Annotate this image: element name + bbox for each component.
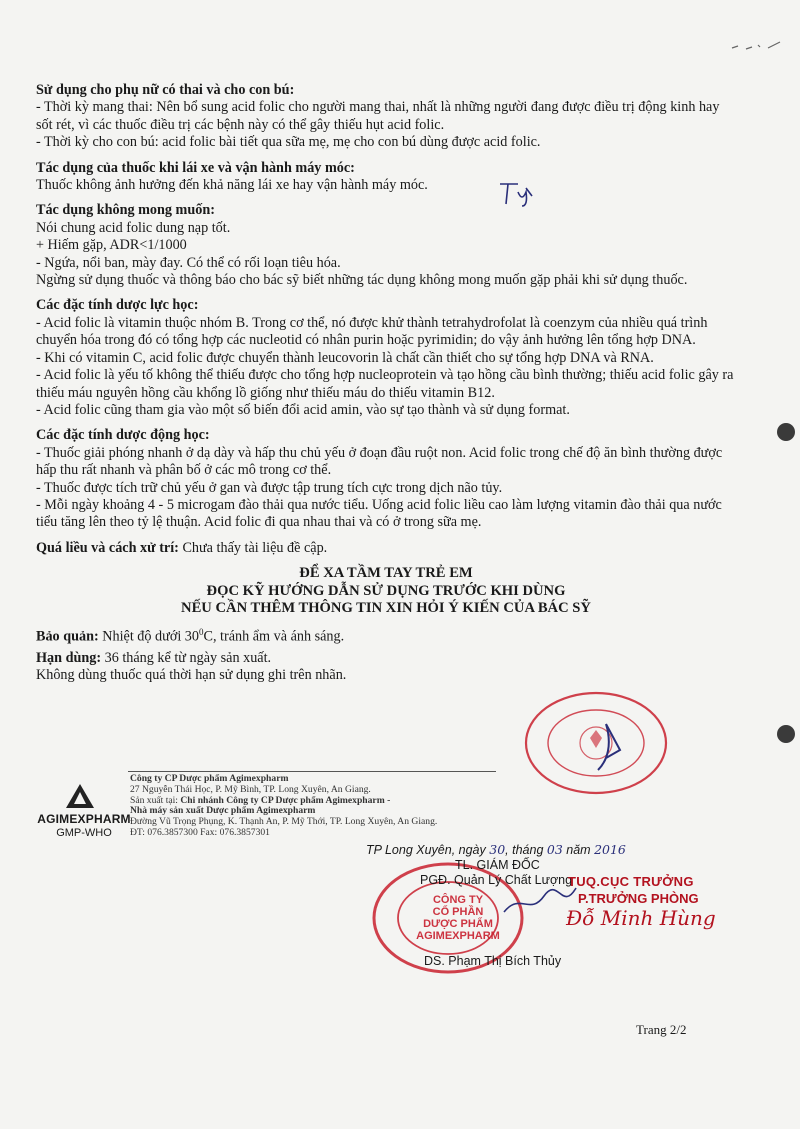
director-title: TL. GIÁM ĐỐC (455, 858, 540, 872)
warning-line: NẾU CẦN THÊM THÔNG TIN XIN HỎI Ý KIẾN CỦA BÁC SỸ (181, 600, 591, 617)
section-pharmacokinetics (36, 427, 736, 531)
logo-gmp: GMP-WHO (56, 827, 112, 839)
factory-address: Đường Vũ Trọng Phụng, K. Thạnh An, P. Mỹ Thới, TP. Long Xuyên, An Giang. (130, 816, 438, 828)
storage-sup: 0 (199, 626, 204, 637)
footer-divider (128, 771, 496, 772)
section-title: Quá liều và cách xử trí: (36, 539, 179, 556)
company-name: Công ty CP Dược phẩm Agimexpharm (130, 773, 289, 784)
logo-triangle-icon (64, 782, 96, 810)
punch-hole-top (777, 423, 795, 441)
storage-line (36, 624, 736, 646)
logo-name: AGIMEXPHARM (37, 812, 131, 826)
date-year-label: năm (566, 843, 591, 857)
section-pregnancy (36, 82, 736, 152)
made-at-label: Sản xuất tại: (130, 794, 178, 806)
ministry-stamp (520, 688, 670, 798)
company-address: 27 Nguyễn Thái Học, P. Mỹ Bình, TP. Long Xuyên, An Giang. (130, 783, 371, 795)
company-stamp-text (414, 894, 502, 942)
date-line: TP Long Xuyên, ngày 30, tháng 03 năm 2016 (366, 842, 626, 857)
date-month-label: tháng (512, 843, 544, 857)
paragraph: - Khi có vitamin C, acid folic được chuyển thành leucovorin là chất cần thiết cho sự tổng hợp DNA và RNA. (36, 349, 654, 366)
section-title: Tác dụng của thuốc khi lái xe và vận hành máy móc: (36, 159, 355, 176)
leaflet-content (36, 82, 736, 685)
paragraph: Thuốc không ảnh hưởng đến khả năng lái xe hay vận hành máy móc. (36, 177, 428, 194)
expiry-line (36, 650, 736, 667)
page-number: Trang 2/2 (636, 1022, 687, 1037)
stamp-line: AGIMEXPHARM (416, 930, 500, 942)
paragraph: Ngừng sử dụng thuốc và thông báo cho bác sỹ biết những tác dụng không mong muốn gặp phải khi sử dụng thuốc. (36, 272, 688, 289)
made-at: Chi nhánh Công ty CP Dược phẩm Agimexpharm - (180, 794, 391, 806)
ministry-subtitle: P.TRƯỞNG PHÒNG (578, 891, 699, 906)
storage-label: Bảo quản: (36, 628, 99, 645)
date-year: 2016 (594, 842, 626, 857)
warning-block (36, 565, 736, 618)
section-side-effects (36, 202, 736, 289)
paragraph: - Acid folic là vitamin thuộc nhóm B. Trong cơ thể, nó được khử thành tetrahydrofolat là coenzym của nhiều quá trình chuyển hóa trong đó có tổng hợp các nucleotid có nhân purin hoặc pyrimidin; do vậy ảnh hưởng lên tổng hợp DNA. (36, 314, 708, 349)
stamp-line: CỔ PHẦN (432, 906, 484, 918)
director-subtitle: PGĐ. Quản Lý Chất Lượng (420, 873, 573, 887)
paragraph: - Thuốc giải phóng nhanh ở dạ dày và hấp thu chủ yếu ở đoạn đầu ruột non. Acid folic trong chế độ ăn bình thường được hấp thu rất nhanh và phân bố ở các mô trong cơ thể. (36, 444, 723, 479)
initials-signature (496, 178, 546, 208)
paragraph: - Acid folic là yếu tố không thể thiếu được cho tổng hợp nucleoprotein và tạo hồng cầu bình thường; thiếu acid folic gây ra thiếu máu nguyên hồng cầu khổng lồ giống như thiếu máu do thiếu vitamin B12. (36, 367, 734, 401)
stamp-line: CÔNG TY (432, 894, 484, 906)
section-overdose (36, 540, 736, 557)
paragraph: - Mỗi ngày khoảng 4 - 5 microgam đào thải qua nước tiểu. Uống acid folic liều cao làm lượng vitamin đào thải qua nước tiểu tăng lên theo tỷ lệ thuận. Acid folic đi qua nhau thai và có ở trong sữa mẹ. (36, 496, 722, 531)
warning-line: ĐỂ XA TẦM TAY TRẺ EM (299, 565, 473, 582)
punch-hole-bottom (777, 725, 795, 743)
paragraph: - Thời kỳ mang thai: Nên bổ sung acid folic cho người mang thai, nhất là những người đang được điều trị động kinh hay sốt rét, vì các thuốc điều trị các bệnh này có thể gây thiếu hụt acid folic. (36, 99, 720, 133)
director-name: DS. Phạm Thị Bích Thủy (424, 954, 562, 968)
date-month: 03 (546, 842, 563, 857)
paragraph: + Hiếm gặp, ADR<1/1000 (36, 237, 187, 254)
stamp-line: DƯỢC PHẨM (423, 918, 493, 930)
expiry-note: Không dùng thuốc quá thời hạn sử dụng ghi trên nhãn. (36, 667, 347, 684)
corner-mark (728, 36, 788, 56)
company-phone: ĐT: 076.3857300 Fax: 076.3857301 (130, 826, 270, 838)
date-place: TP Long Xuyên, ngày (366, 843, 486, 857)
section-driving (36, 160, 736, 195)
section-title: Các đặc tính dược động học: (36, 427, 210, 444)
expiry-label: Hạn dùng: (36, 650, 102, 667)
factory-name: Nhà máy sản xuất Dược phẩm Agimexpharm (130, 805, 316, 817)
warning-line: ĐỌC KỸ HƯỚNG DẪN SỬ DỤNG TRƯỚC KHI DÙNG (206, 582, 566, 599)
paragraph: Chưa thấy tài liệu đề cập. (182, 539, 328, 556)
section-title: Tác dụng không mong muốn: (36, 202, 215, 219)
ministry-title: TUQ.CỤC TRƯỞNG (568, 874, 694, 889)
ministry-signer-name: Đỗ Minh Hùng (566, 906, 716, 930)
agimexpharm-logo (34, 782, 134, 842)
paragraph: - Thời kỳ cho con bú: acid folic bài tiết qua sữa mẹ, mẹ cho con bú dùng được acid folic. (36, 134, 541, 151)
paragraph: - Ngứa, nổi ban, mày đay. Có thể có rối loạn tiêu hóa. (36, 254, 341, 271)
paragraph: - Thuốc được tích trữ chủ yếu ở gan và được tập trung tích cực trong dịch não tủy. (36, 479, 503, 496)
storage-text-pre: Nhiệt độ dưới 30 (102, 628, 199, 645)
date-day: 30 (489, 842, 506, 857)
section-title: Sử dụng cho phụ nữ có thai và cho con bú: (36, 82, 295, 98)
manufacturer-info (130, 774, 510, 839)
section-title: Các đặc tính dược lực học: (36, 297, 199, 314)
expiry-text: 36 tháng kể từ ngày sản xuất. (104, 650, 272, 667)
storage-text-post: C, tránh ẩm và ánh sáng. (203, 628, 345, 645)
paragraph: - Acid folic cũng tham gia vào một số biến đổi acid amin, vào sự tạo thành và sử dụng format. (36, 401, 570, 418)
paragraph: Nói chung acid folic dung nạp tốt. (36, 219, 231, 236)
section-pharmacodynamics (36, 297, 736, 419)
